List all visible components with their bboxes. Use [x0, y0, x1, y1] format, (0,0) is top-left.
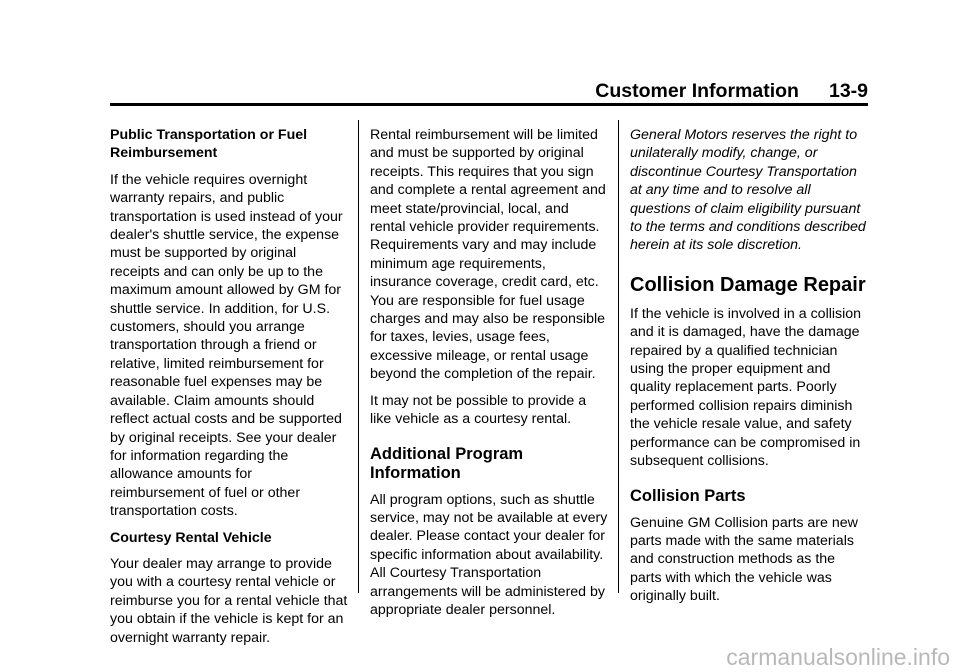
heading-additional-program: Additional Program Information: [370, 444, 524, 482]
page-number: 13-9: [828, 80, 868, 102]
paragraph-collision-parts: Genuine GM Collision parts are new parts made with the same materials and construction methods as the parts with which the vehicle was originally built.: [630, 514, 858, 605]
paragraph-courtesy-rental: Your dealer may arrange to provide you with a courtesy rental vehicle or reimburse you for a rental vehicle that you obtain if the vehicle is kept for an overnight warranty repair.: [110, 555, 348, 646]
paragraph-like-vehicle: It may not be possible to provide a like vehicle as a courtesy rental.: [370, 392, 587, 428]
page-header: [110, 80, 868, 103]
paragraph-collision-damage: If the vehicle is involved in a collision and it is damaged, have the damage repaired by a qualified technician using the proper equipment and quality replacement parts. Poorly performed collision repairs diminish the vehicle resale value, and safety performance can be compromised in subsequent collisions.: [630, 305, 862, 470]
watermark: carmanualsonline.info: [726, 644, 950, 670]
column-divider-1: [358, 120, 359, 593]
column-divider-2: [618, 120, 619, 593]
heading-public-transportation: Public Transportation or Fuel Reimbursement: [110, 127, 308, 162]
column-2: [370, 126, 608, 627]
column-1: [110, 126, 348, 655]
heading-collision-parts: Collision Parts: [630, 486, 746, 505]
paragraph-gm-reserves: General Motors reserves the right to unilaterally modify, change, or discontinue Courtesy Transportation at any time and to resolve all questions of claim eligibility pursuant to the terms and conditions described herein at its sole discretion.: [630, 127, 866, 254]
heading-collision-damage-repair: Collision Damage Repair: [630, 273, 866, 296]
paragraph-program-options: All program options, such as shuttle service, may not be available at every dealer. Please contact your dealer for specific information about availability. All Courtesy Transportation arrangements will be administered by appropriate dealer personnel.: [370, 491, 608, 618]
paragraph-rental-reimbursement: Rental reimbursement will be limited and must be supported by original receipts. This requires that you sign and complete a rental agreement and meet state/provincial, local, and rental vehicle provider requirements. Requirements vary and may include minimum age requirements, insurance coverage, credit card, etc. You are responsible for fuel usage charges and may also be responsible for taxes, levies, usage fees, excessive mileage, or rental usage beyond the completion of the repair.: [370, 127, 606, 383]
column-3: [630, 126, 870, 614]
section-title: Customer Information: [595, 80, 799, 102]
paragraph-public-transportation: If the vehicle requires overnight warranty repairs, and public transportation is used instead of your dealer's shuttle service, the expense must be supported by original receipts and can only be up to the maximum amount allowed by GM for shuttle service. In addition, for U.S. customers, should you arrange transportation through a friend or relative, limited reimbursement for reasonable fuel expenses may be available. Claim amounts should reflect actual costs and be supported by original receipts. See your dealer for information regarding the allowance amounts for reimbursement of fuel or other transportation costs.: [110, 171, 343, 520]
header-rule: [110, 103, 868, 106]
heading-courtesy-rental: Courtesy Rental Vehicle: [110, 529, 272, 546]
